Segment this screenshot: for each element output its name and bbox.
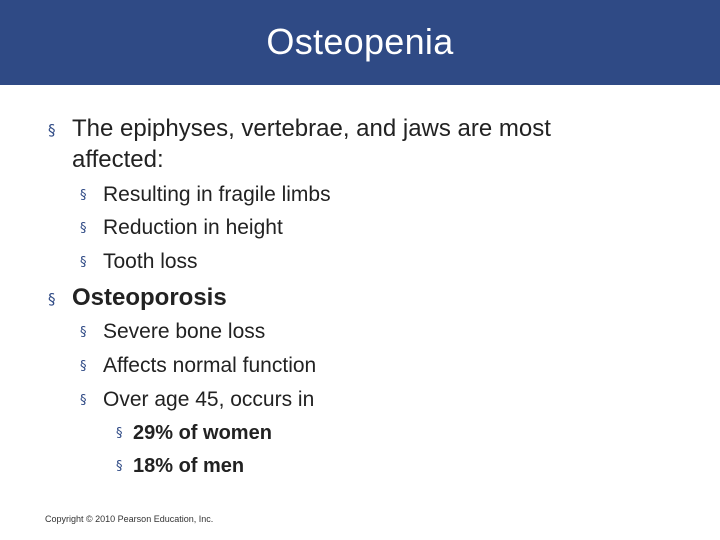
bullet-marker-icon: §: [80, 325, 87, 340]
bullet-text: Severe bone loss: [103, 320, 266, 343]
bullet-marker-icon: §: [48, 290, 56, 308]
bullet-text: Resulting in fragile limbs: [103, 183, 331, 206]
bullet-text: Over age 45, occurs in: [103, 388, 315, 411]
bullet-text: Affects normal function: [103, 354, 317, 377]
bullet-marker-icon: §: [80, 393, 87, 408]
bullet-marker-icon: §: [48, 121, 56, 139]
bullet-marker-icon: §: [80, 255, 87, 270]
bullet-marker-icon: §: [80, 188, 87, 203]
bullet-marker-icon: §: [80, 221, 87, 236]
bullet-text: Reduction in height: [103, 216, 283, 239]
bullet-text: Osteoporosis: [72, 284, 227, 311]
bullet-text: 18% of men: [133, 455, 245, 477]
bullet-text: Tooth loss: [103, 250, 198, 273]
bullet-marker-icon: §: [80, 359, 87, 374]
bullet-marker-icon: §: [116, 426, 123, 441]
copyright-notice: Copyright © 2010 Pearson Education, Inc.: [45, 514, 214, 524]
bullet-text: 29% of women: [133, 422, 272, 444]
slide-title: Osteopenia: [266, 20, 454, 62]
bullet-text-continuation: affected:: [72, 146, 164, 173]
bullet-text: The epiphyses, vertebrae, and jaws are most: [72, 115, 551, 142]
bullet-marker-icon: §: [116, 459, 123, 474]
